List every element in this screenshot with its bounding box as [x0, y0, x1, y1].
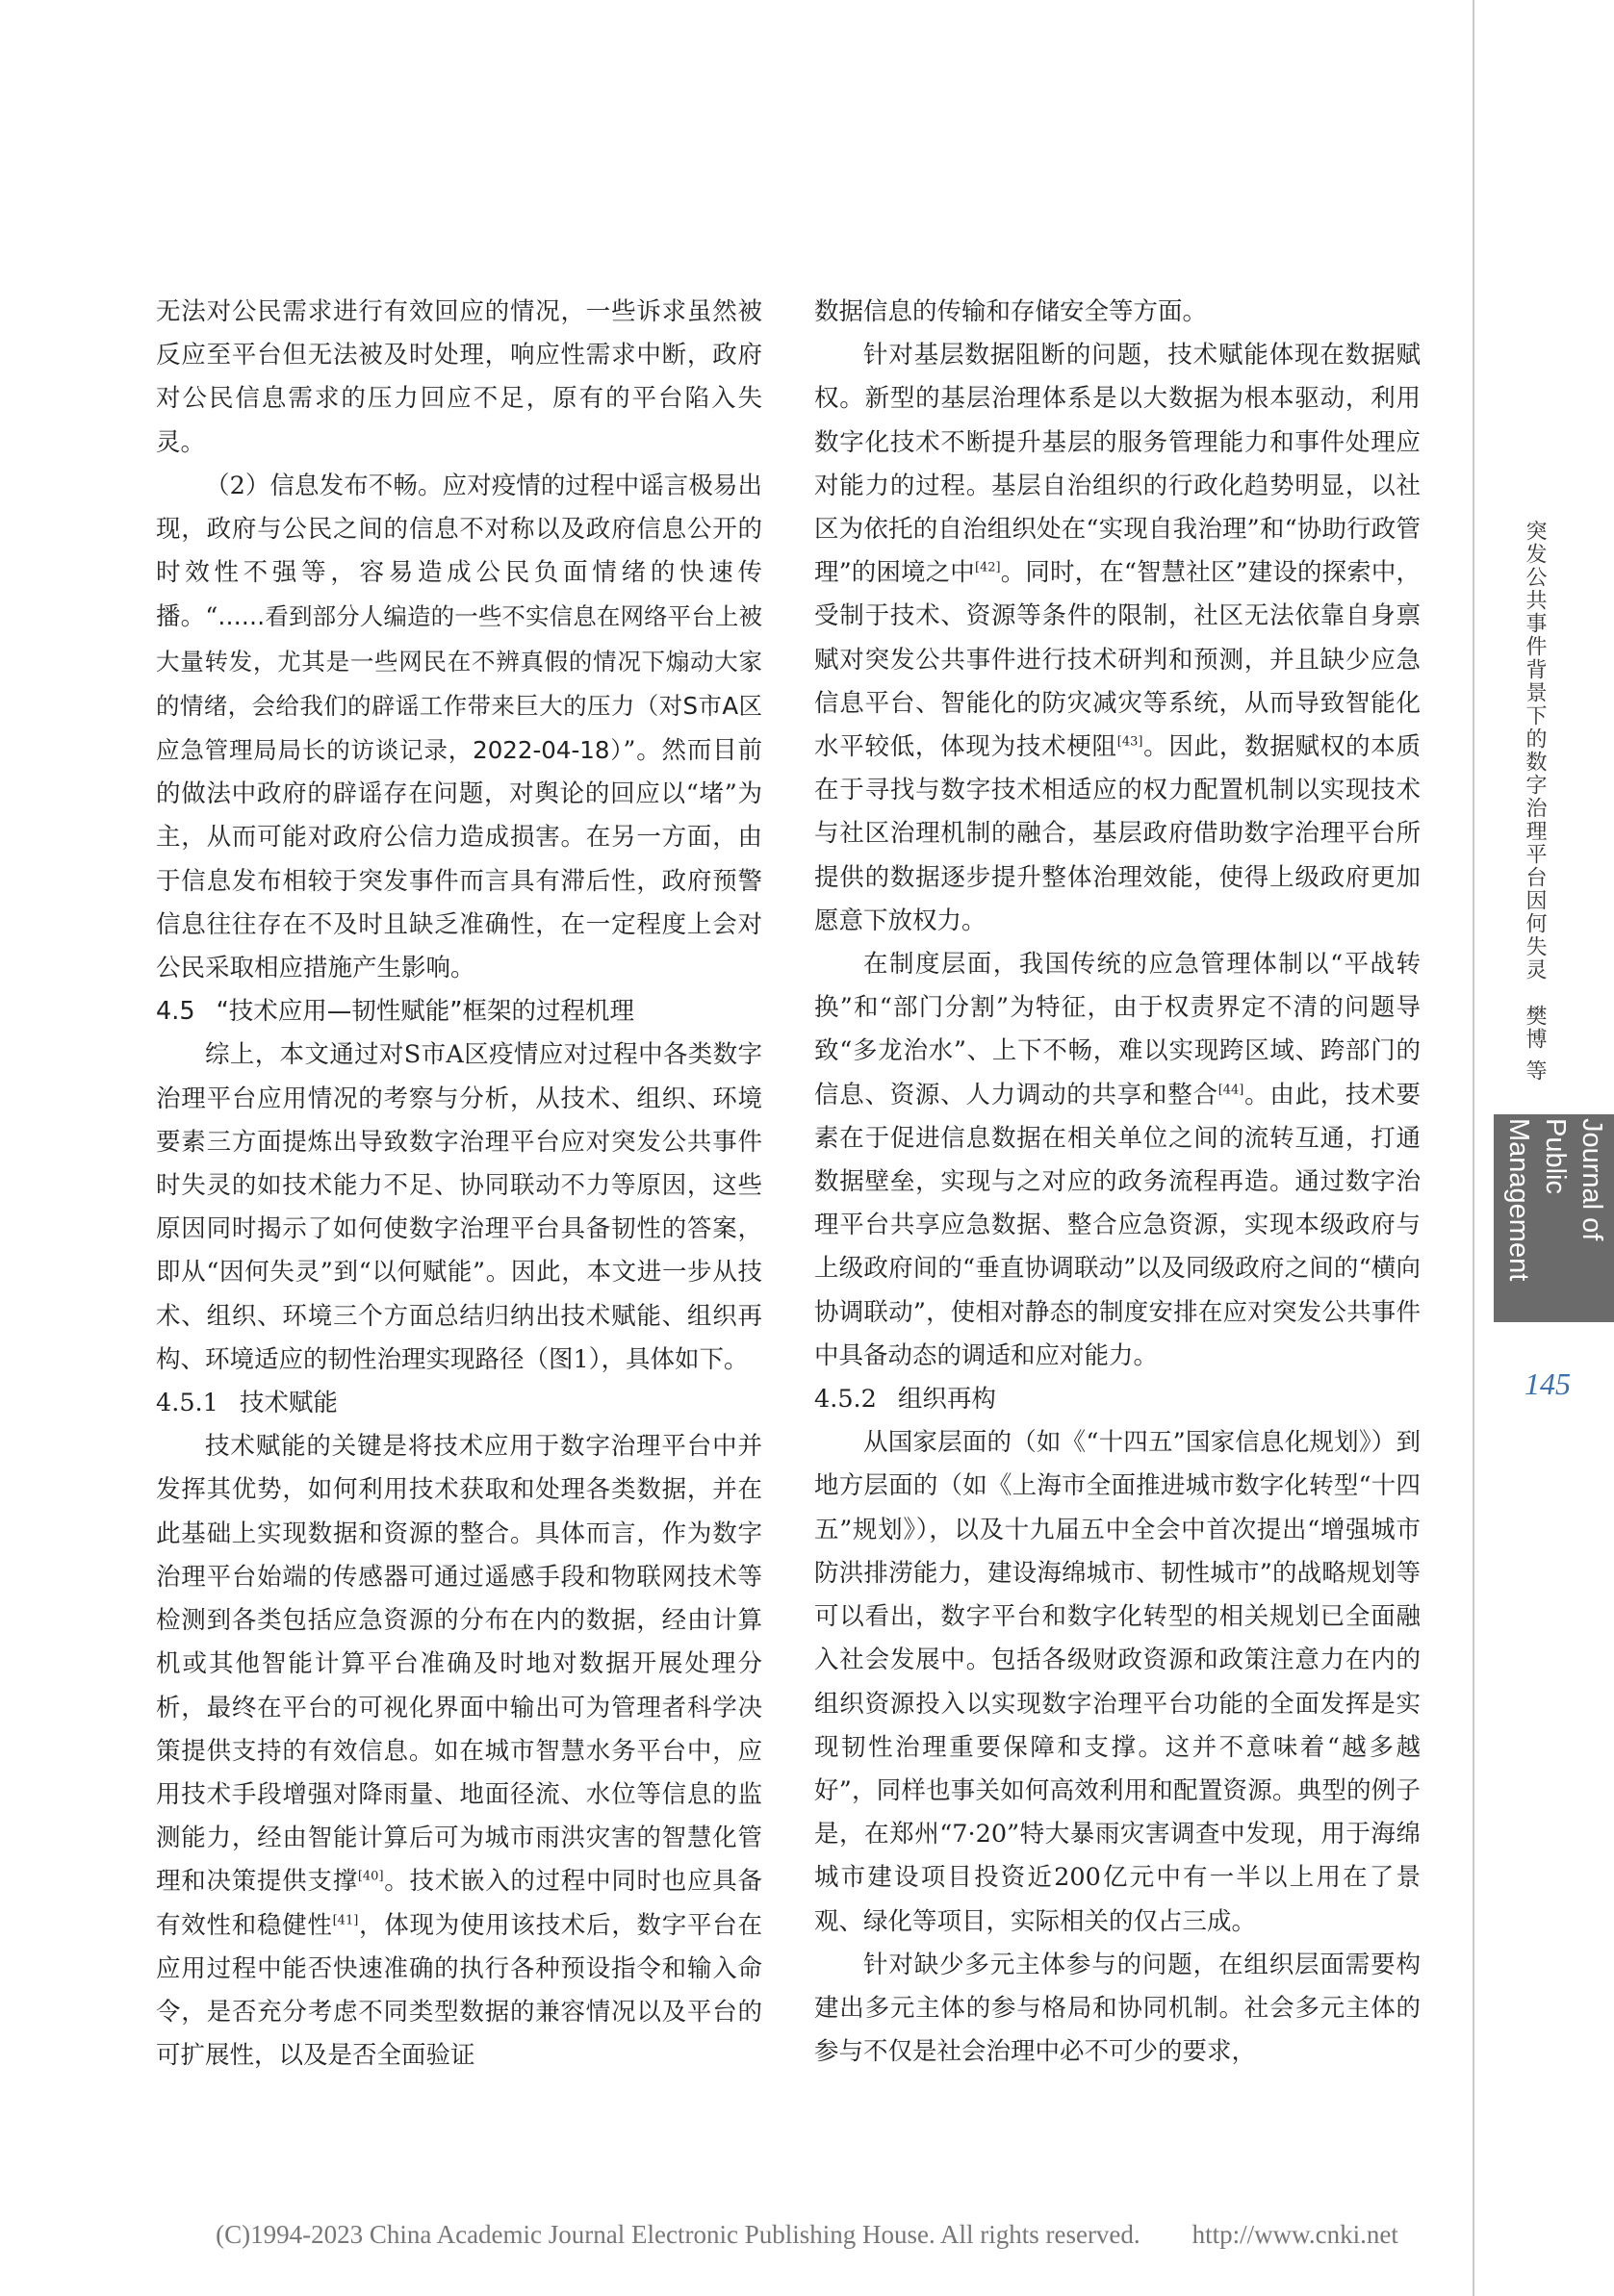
subsection-title: 技术赋能	[239, 1389, 338, 1418]
section-heading	[156, 990, 762, 1033]
paragraph: 针对缺少多元主体参与的问题，在组织层面需要构建出多元主体的参与格局和协同机制。社会多元主体的参与不仅是社会治理中必不可少的要求，	[814, 1950, 1421, 2067]
citation-ref: [43]	[1116, 734, 1143, 750]
paragraph: 数据信息的传输和存储安全等方面。	[814, 297, 1208, 326]
paragraph-text: ，体现为使用该技术后，数字平台在应用过程中能否快速准确的执行各种预设指令和输入命令，是否充分考虑不同类型数据的兼容情况以及平台的可扩展性，以及是否全面验证	[156, 1910, 762, 2071]
subsection-heading	[156, 1382, 762, 1425]
citation-ref: [40]	[357, 1869, 384, 1884]
paragraph	[814, 334, 1421, 943]
paragraph: 从国家层面的（如《“十四五”国家信息化规划》）到地方层面的（如《上海市全面推进城市数字化转型“十四五”规划》），以及十九届五中全会中首次提出“增强城市防洪排涝能力，建设海绵城市、韧性城市”的战略规划等可以看出，数字平台和数字化转型的相关规划已全面融入社会发展中。包括各级财政资源和政策注意力在内的组织资源投入以实现数字治理平台功能的全面发挥是实现韧性治理重要保障和支撑。这并不意味着“越多越好”，同样也事关如何高效利用和配置资源。典型的例子是，在郑州“7·20”特大暴雨灾害调查中发现，用于海绵城市建设项目投资近200亿元中有一半以上用在了景观、绿化等项目，实际相关的仅占三成。	[814, 1428, 1421, 1936]
paragraph-text: （2）信息发布不畅。应对疫情的过程中谣言极易出现，政府与公民之间的信息不对称以及政府信息公开的时效性不强等，容易造成公民负面情绪的快速传播。“	[156, 471, 762, 632]
paragraph: 综上，本文通过对S市A区疫情应对过程中各类数字治理平台应用情况的考察与分析，从技术、组织、环境要素三方面提炼出导致数字治理平台应对突发公共事件时失灵的如技术能力不足、协同联动不力等原因，这些原因同时揭示了如何使数字治理平台具备韧性的答案，即从“因何失灵”到“以何赋能”。因此，本文进一步从技术、组织、环境三个方面总结归纳出技术赋能、组织再构、环境适应的韧性治理实现路径（图1），具体如下。	[156, 1040, 762, 1374]
paragraph-text: ”。然而目前的做法中政府的辟谣存在问题，对舆论的回应以“堵”为主，从而可能对政府公信力造成损害。在另一方面，由于信息发布相较于突发事件而言具有滞后性，政府预警信息往往存在不及时且缺乏准确性，在一定程度上会对公民采取相应措施产生影响。	[156, 736, 762, 983]
paragraph: 无法对公民需求进行有效回应的情况，一些诉求虽然被反应至平台但无法被及时处理，响应性需求中断，政府对公民信息需求的压力回应不足，原有的平台陷入失灵。	[156, 297, 762, 457]
paragraph-text: 。技术嵌入的过程中同时也应具备有效性和稳健性	[156, 1867, 762, 1940]
subsection-heading	[814, 1378, 1421, 1421]
left-column	[156, 291, 762, 2078]
paragraph-text: 。同时，在“智慧社区”建设的探索中，受制于技术、资源等条件的限制，社区无法依靠自身禀赋对突发公共事件进行技术研判和预测，并且缺少应急信息平台、智能化的防灾减灾等系统，从而导致智能化水平较低，体现为技术梗阻	[814, 558, 1421, 762]
subsection-number: 4.5.2	[814, 1385, 877, 1415]
paragraph-text: 针对基层数据阻断的问题，技术赋能体现在数据赋权。新型的基层治理体系是以大数据为根本驱动，利用数字化技术不断提升基层的服务管理能力和事件处理应对能力的过程。基层自治组织的行政化趋势明显，以社区为依托的自治组织处在“实现自我治理”和“协助行政管理”的困境之中	[814, 341, 1421, 588]
citation-ref: [44]	[1217, 1083, 1244, 1098]
subsection-title: 组织再构	[897, 1385, 996, 1415]
paragraph	[156, 1425, 762, 2078]
section-title: “技术应用—韧性赋能”框架的过程机理	[216, 997, 634, 1027]
paragraph-text: 技术赋能的关键是将技术应用于数字治理平台中并发挥其优势，如何利用技术获取和处理各类数据，并在此基础上实现数据和资源的整合。具体而言，作为数字治理平台始端的传感器可通过遥感手段和物联网技术等检测到各类包括应急资源的分布在内的数据，经由计算机或其他智能计算平台准确及时地对数据开展处理分析，最终在平台的可视化界面中输出可为管理者科学决策提供支持的有效信息。如在城市智慧水务平台中，应用技术手段增强对降雨量、地面径流、水位等信息的监测能力，经由智能计算后可为城市雨洪灾害的智慧化管理和决策提供支撑	[156, 1432, 762, 1897]
page-number: 145	[1524, 1366, 1571, 1401]
copyright-footer: (C)1994-2023 China Academic Journal Electronic Publishing House. All rights reserved. http://www.cnki.net	[216, 2220, 1398, 2249]
section-number: 4.5	[156, 997, 195, 1027]
subsection-number: 4.5.1	[156, 1389, 218, 1418]
right-column	[814, 291, 1421, 2074]
paragraph-text: 。由此，技术要素在于促进信息数据在相关单位之间的流转互通，打通数据壁垒，实现与之对应的政务流程再造。通过数字治理平台共享应急数据、整合应急资源，实现本级政府与上级政府间的“垂直协调联动”以及同级政府之间的“横向协调联动”，使相对静态的制度安排在应对突发公共事件中具备动态的调适和应对能力。	[814, 1080, 1421, 1370]
paragraph-text: 。因此，数据赋权的本质在于寻找与数字技术相适应的权力配置机制以实现技术与社区治理机制的融合，基层政府借助数字治理平台所提供的数据逐步提升整体治理效能，使得上级政府更加愿意下放权力。	[814, 732, 1421, 935]
paragraph	[814, 943, 1421, 1378]
citation-ref: [41]	[332, 1913, 359, 1928]
interview-quote: ……看到部分人编造的一些不实信息在网络平台上被大量转发，尤其是一些网民在不辨真假的情况下煽动大家的情绪，会给我们的辟谣工作带来巨大的压力（对S市A区应急管理局局长的访谈记录，2022-04-18）	[156, 602, 762, 765]
citation-ref: [42]	[974, 560, 1001, 575]
paragraph	[156, 465, 762, 990]
running-head: 突发公共事件背景下的数字治理平台因何失灵 樊博 等	[1523, 520, 1547, 1083]
margin-divider-line	[1473, 0, 1474, 2296]
journal-name: Journal of Public Management	[1503, 1118, 1607, 1282]
paragraph-text: 在制度层面，我国传统的应急管理体制以“平战转换”和“部门分割”为特征，由于权责界定不清的问题导致“多龙治水”、上下不畅，难以实现跨区域、跨部门的信息、资源、人力调动的共享和整合	[814, 950, 1421, 1110]
